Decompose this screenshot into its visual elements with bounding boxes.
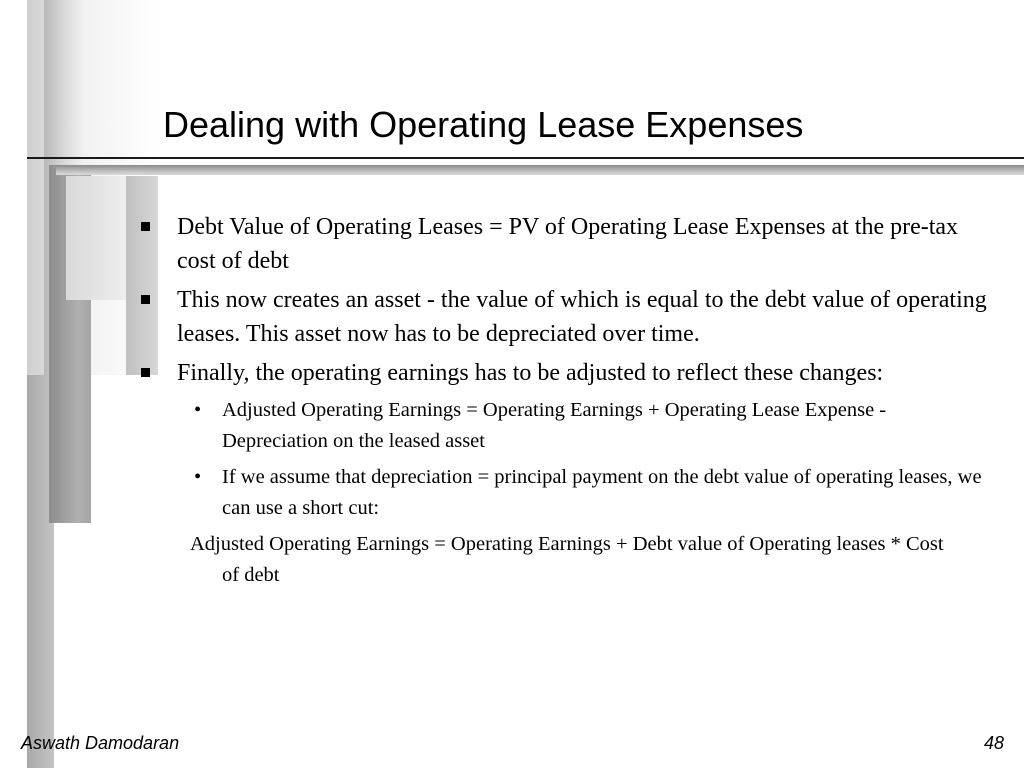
bullet-text: Finally, the operating earnings has to be adjusted to reflect these changes: <box>177 360 884 386</box>
sub-bullet-text: Adjusted Operating Earnings = Operating Earnings + Operating Lease Expense - Depreciation on the leased asset <box>222 399 887 452</box>
bullet-item <box>140 356 1000 390</box>
sub-bullet-item <box>194 395 982 457</box>
sub-bullet-item <box>194 462 982 524</box>
bullet-text: This now creates an asset - the value of which is equal to the debt value of operating leases. This asset now has to be depreciated over time. <box>177 287 987 347</box>
bullet-item <box>140 283 1000 351</box>
title-divider-bar <box>56 165 1024 175</box>
sub-bullet-text: If we assume that depreciation = principal payment on the debt value of operating leases, we can use a short cut: <box>222 466 982 519</box>
square-bullet-icon <box>141 368 150 377</box>
formula-text: Adjusted Operating Earnings = Operating Earnings + Debt value of Operating leases * Cost of debt <box>190 533 944 586</box>
title-divider-line <box>27 157 1024 159</box>
bullet-item <box>140 210 1000 278</box>
bullet-text: Debt Value of Operating Leases = PV of Operating Lease Expenses at the pre-tax cost of debt <box>177 214 959 274</box>
footer-author: Aswath Damodaran <box>21 733 180 753</box>
dot-bullet-icon: • <box>194 466 202 488</box>
slide-content <box>140 210 1000 591</box>
square-bullet-icon <box>141 222 150 231</box>
dot-bullet-icon: • <box>194 399 202 421</box>
square-bullet-icon <box>141 295 150 304</box>
decorative-bar <box>66 176 126 300</box>
page-number: 48 <box>983 733 1004 753</box>
slide-title: Dealing with Operating Lease Expenses <box>163 104 804 145</box>
